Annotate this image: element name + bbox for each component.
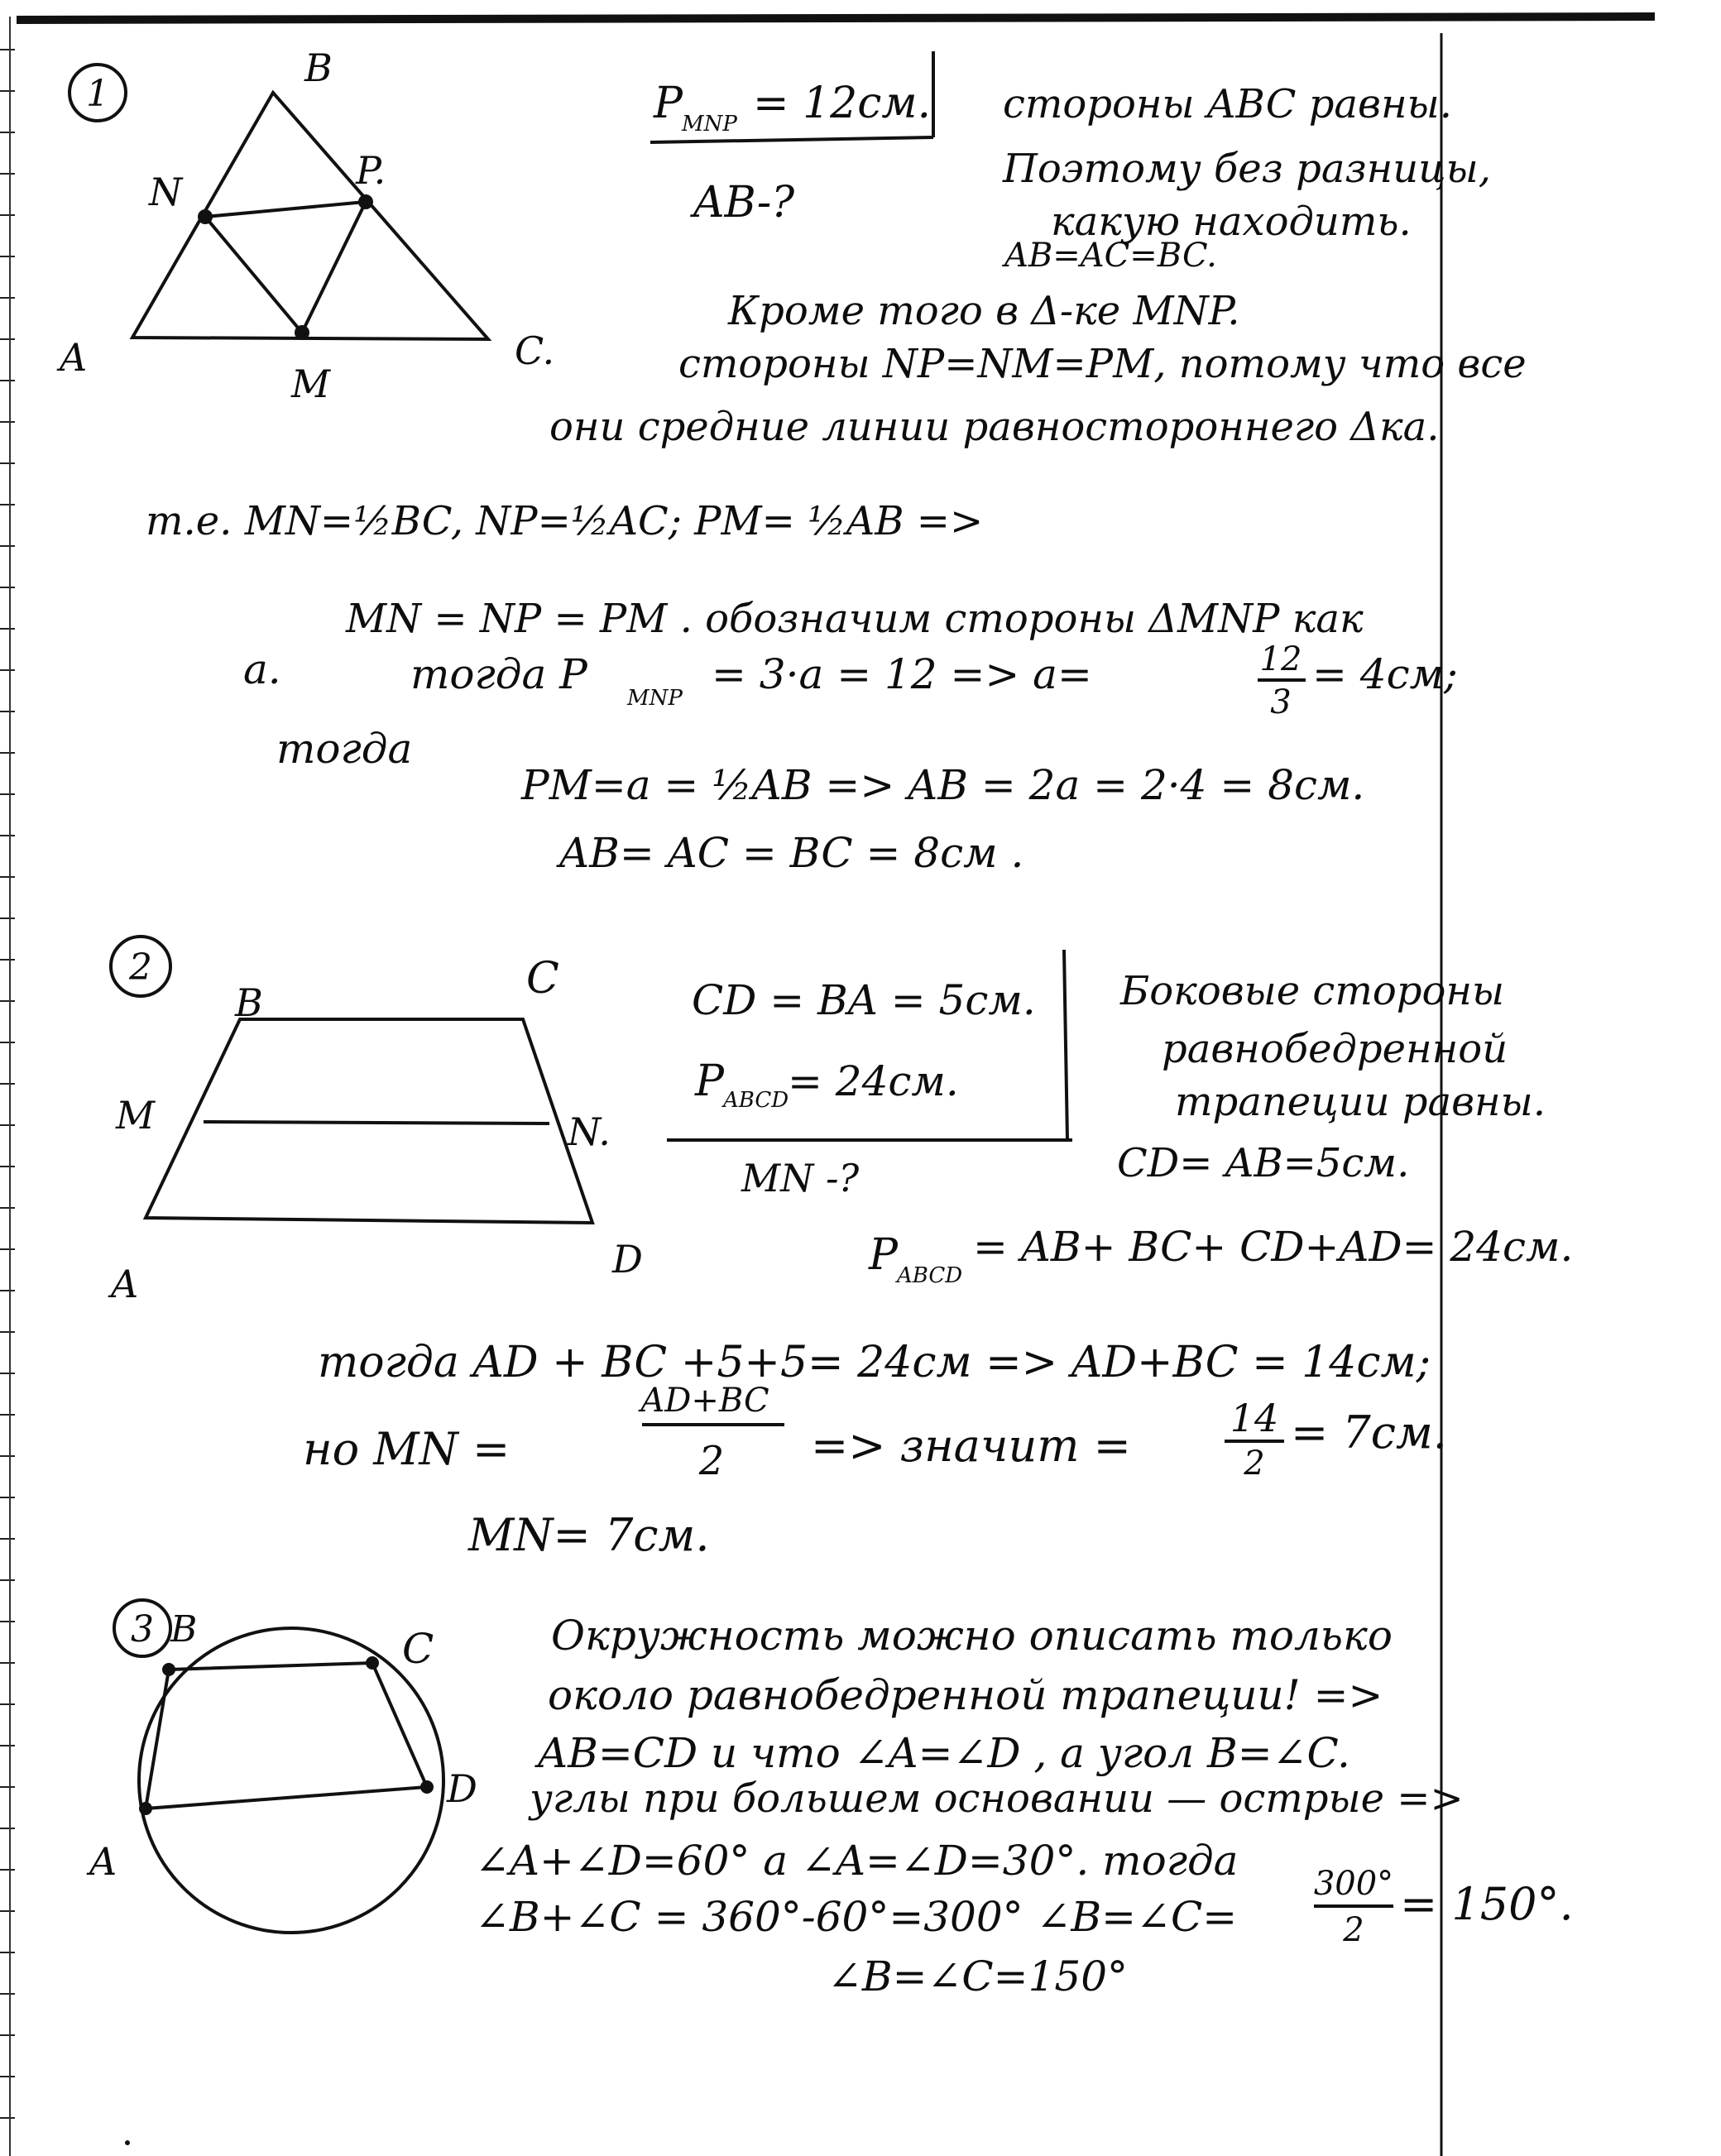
given-sides: CD = BA = 5см. — [692, 976, 1036, 1024]
p1-line-answer: AB= AC = BC = 8см . — [559, 829, 1024, 877]
p2-frac2-den: 2 — [1244, 1445, 1265, 1483]
given2-find: MN -? — [741, 1156, 860, 1200]
p1-fraction-num: 12 — [1259, 640, 1302, 678]
p3-fraction-num: 300° — [1313, 1865, 1394, 1903]
p2-perimeter-symbol: P — [869, 1230, 898, 1280]
p2-answer: MN= 7см. — [468, 1509, 710, 1561]
point-p — [360, 196, 372, 208]
trap-label-n: N. — [568, 1109, 611, 1154]
p1-line-1: стороны ABC равны. — [1003, 81, 1452, 127]
problem-1-number: 1 — [86, 73, 109, 115]
p2-line-2: равнобедренной — [1162, 1026, 1508, 1072]
p2-perimeter-expr: = AB+ BC+ CD+AD= 24см. — [973, 1223, 1574, 1271]
p1-then-label: тогда — [276, 725, 413, 773]
given-perimeter-value: = 12см. — [753, 79, 932, 128]
p2-frac1-den: 2 — [698, 1438, 725, 1484]
p2-line-3: трапеции равны. — [1175, 1079, 1546, 1125]
p1-line-3: какую находить. — [1051, 199, 1412, 245]
stray-dot — [125, 2140, 130, 2145]
circle-point-a — [141, 1804, 151, 1813]
trap-label-d: D — [612, 1237, 643, 1282]
given-perimeter-symbol: P — [654, 79, 683, 128]
given2-perimeter-subscript: ABCD — [723, 1088, 789, 1113]
p1-line-pm: PM=a = ½AB => AB = 2a = 2·4 = 8см. — [521, 761, 1365, 809]
p2-frac2-num: 14 — [1230, 1396, 1279, 1440]
p1-perimeter-sub: MNP — [627, 686, 683, 711]
var-a-label: a. — [243, 645, 281, 693]
p2-perimeter-sub: ABCD — [897, 1263, 963, 1288]
circ-label-d: D — [447, 1766, 477, 1811]
p3-answer: ∠B=∠C=150° — [827, 1952, 1129, 2000]
given2-perimeter-value: = 24см. — [788, 1057, 959, 1105]
p3-line-2: около равнобедренной трапеции! => — [548, 1671, 1383, 1719]
p3-line-1: Окружность можно описать только — [551, 1612, 1393, 1660]
circle-point-b — [164, 1665, 174, 1674]
trap-label-m: M — [116, 1093, 156, 1138]
given-perimeter-subscript: MNP — [682, 112, 737, 137]
midline-mn — [204, 1122, 549, 1124]
label-m: M — [291, 362, 331, 406]
p2-but-mn: но MN = — [303, 1423, 511, 1475]
p2-line-1: Боковые стороны — [1120, 968, 1505, 1014]
p1-fraction-den: 3 — [1270, 683, 1292, 721]
p1-line-5: Кроме того в Δ-ке MNP. — [728, 288, 1240, 334]
p2-line-sum: тогда AD + BC +5+5= 24см => AD+BC = 14см; — [318, 1338, 1431, 1387]
p2-frac1-num: AD+BC — [640, 1382, 769, 1420]
problem-3-number: 3 — [131, 1608, 154, 1651]
p1-line-8: т.е. MN=½BC, NP=½AC; PM= ½AB => — [146, 498, 984, 544]
p1-line-6: стороны NP=NM=PM, потому что все — [678, 341, 1527, 387]
label-b: B — [304, 46, 333, 90]
point-m — [296, 327, 308, 338]
problem-2-number: 2 — [129, 946, 152, 989]
p1-line-9: MN = NP = PM . обозначим стороны ΔMNP как — [346, 596, 1364, 642]
p2-line-4: CD= AB=5см. — [1117, 1140, 1410, 1186]
p3-line-5: ∠A+∠D=60° а ∠A=∠D=30°. тогда — [475, 1837, 1239, 1885]
p3-line-6: ∠B+∠C = 360°-60°=300° ∠B=∠C= — [475, 1893, 1238, 1941]
p3-line-4: углы при большем основании — острые => — [530, 1775, 1464, 1822]
given-find: AB-? — [693, 178, 795, 228]
circ-label-c: C — [402, 1625, 434, 1673]
label-p: P. — [356, 148, 386, 193]
circle-point-d — [422, 1782, 432, 1792]
point-n — [199, 211, 211, 223]
trap-label-a: A — [111, 1262, 139, 1306]
p2-frac2-result: = 7см. — [1291, 1406, 1447, 1459]
p3-fraction-result: = 150°. — [1400, 1878, 1574, 1930]
p3-fraction-den: 2 — [1343, 1911, 1364, 1949]
p3-line-3: AB=CD и что ∠A=∠D , а угол B=∠C. — [538, 1729, 1350, 1777]
p1-line-4: AB=AC=BC. — [1004, 237, 1217, 275]
circle-point-c — [367, 1658, 377, 1668]
p1-line-7: они средние линии равностороннего Δка. — [549, 404, 1440, 450]
p1-fraction-result: = 4см; — [1312, 650, 1458, 698]
trap-label-b: B — [235, 980, 263, 1025]
p1-then-perimeter: тогда P — [410, 650, 587, 698]
given2-perimeter-symbol: P — [695, 1056, 724, 1106]
trap-label-c: C — [526, 954, 559, 1004]
p2-means: => значит = — [811, 1420, 1131, 1472]
p1-line-2: Поэтому без разницы, — [1003, 146, 1491, 192]
label-c: C. — [515, 328, 555, 373]
top-edge-line — [17, 17, 1655, 20]
label-a: A — [60, 335, 88, 380]
label-n: N — [149, 170, 183, 214]
circ-label-a: A — [89, 1839, 117, 1884]
circ-label-b: B — [170, 1608, 198, 1651]
p1-perimeter-eq: = 3·a = 12 => a= — [712, 650, 1092, 698]
